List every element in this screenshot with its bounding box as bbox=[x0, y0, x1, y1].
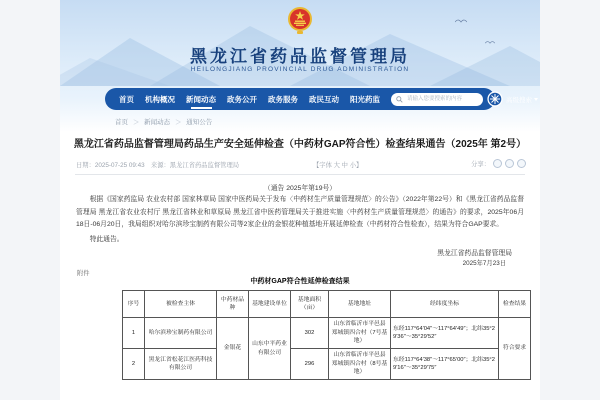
breadcrumb-home[interactable]: 首页 bbox=[115, 119, 128, 126]
article-paragraph: 根据《国家药监局 农业农村部 国家林草局 国家中医药局关于发布〈中药材生产质量管理规范〉的公告》（2022年第22号）和《黑龙江省药品监督管理局 黑龙江省农业农村厅 黑龙江省林业和草原局 黑龙江省中医药管理局关于推进实施〈中药材生产质量管理规范〉的通告》的要求，2025年06月18日-06月20日，我局组织对哈尔滨珍宝制药有限公司等2家企业的金银花种植基地开展延伸检查（中药材符合性检查），结果为符合GAP要求。 bbox=[76, 196, 524, 228]
article-title: 黑龙江省药品监督管理局药品生产安全延伸检查（中药材GAP符合性）检查结果通告（2025年 第2号） bbox=[73, 139, 527, 150]
nav-item-sunshine[interactable]: 阳光药监 bbox=[350, 94, 380, 104]
col-header-result: 检查结果 bbox=[499, 291, 531, 318]
nav-item-gov-affairs[interactable]: 政务公开 bbox=[227, 94, 257, 104]
col-header-subject: 被检查主体 bbox=[145, 291, 217, 318]
share-weibo-icon[interactable] bbox=[505, 159, 514, 168]
cell-address: 山东省临沂市平邑县郑城镇四合村（8号基地） bbox=[329, 349, 391, 380]
site-title-en: HEILONGJIANG PROVINCIAL DRUG ADMINISTRATION bbox=[190, 66, 410, 73]
col-header-address: 基地地址 bbox=[329, 291, 391, 318]
signature-authority: 黑龙江省药品监督管理局 bbox=[437, 250, 512, 257]
cell-subject: 哈尔滨珍宝制药有限公司 bbox=[145, 318, 217, 349]
table-title: 中药材GAP符合性延伸检查结果 bbox=[250, 278, 350, 285]
national-emblem-icon bbox=[287, 6, 313, 36]
date-value: 2025-07-25 09:43 bbox=[94, 162, 145, 169]
cell-area: 302 bbox=[291, 318, 329, 349]
article-paragraph-closing: 特此通告。 bbox=[89, 236, 124, 243]
col-header-area: 基地面积（亩） bbox=[291, 291, 329, 318]
source-value: 黑龙江省药品监督管理局 bbox=[169, 162, 240, 169]
breadcrumb-separator: ＞ bbox=[132, 119, 140, 126]
source-label: 来源： bbox=[144, 162, 170, 169]
col-header-coordinates: 经纬度坐标 bbox=[391, 291, 499, 318]
site-title: 黑龙江省药品监督管理局 bbox=[190, 47, 410, 66]
advanced-search-button[interactable] bbox=[506, 95, 538, 104]
advanced-search-label: 高级搜索 bbox=[506, 96, 532, 104]
cell-coordinates: 东经117°64′04″～117°64′49″；北纬35°29′36″～35°29′52″ bbox=[391, 318, 499, 349]
share-controls bbox=[471, 159, 526, 168]
site-container bbox=[60, 0, 540, 400]
cell-address: 山东省临沂市平邑县郑城镇四合村（7号基地） bbox=[329, 318, 391, 349]
site-banner bbox=[60, 0, 540, 132]
col-header-variety: 中药材品种 bbox=[217, 291, 249, 318]
inspection-results-table bbox=[122, 290, 531, 380]
breadcrumb-notices[interactable]: 通知公告 bbox=[186, 119, 213, 126]
table-row bbox=[123, 349, 531, 380]
cell-area: 296 bbox=[291, 349, 329, 380]
col-header-builder: 基地建设单位 bbox=[249, 291, 291, 318]
nav-item-news[interactable]: 新闻动态 bbox=[186, 94, 216, 104]
nav-badge-icon[interactable] bbox=[487, 91, 503, 107]
article-meta bbox=[60, 158, 540, 172]
breadcrumb-news[interactable]: 新闻动态 bbox=[144, 119, 171, 126]
nav-item-about[interactable]: 机构概况 bbox=[145, 94, 175, 104]
cell-index: 2 bbox=[123, 349, 145, 380]
share-wechat-icon[interactable] bbox=[493, 159, 502, 168]
article-meta-left bbox=[76, 160, 239, 169]
nav-item-home[interactable]: 首页 bbox=[119, 94, 134, 104]
table-row bbox=[123, 318, 531, 349]
date-label: 日期： bbox=[76, 162, 95, 169]
main-navigation bbox=[105, 88, 532, 110]
document-number: （通告 2025年第19号） bbox=[263, 185, 337, 192]
search-icon bbox=[396, 96, 403, 103]
cell-index: 1 bbox=[123, 318, 145, 349]
cell-variety: 金银花 bbox=[217, 318, 249, 380]
breadcrumb-separator: ＞ bbox=[174, 119, 182, 126]
nav-item-services[interactable]: 政务服务 bbox=[268, 94, 298, 104]
signature-date: 2025年7月23日 bbox=[462, 260, 506, 267]
font-size-control[interactable]: 【字体 大 中 小】 bbox=[313, 162, 363, 169]
cell-coordinates: 东经117°64′38″～117°65′00″；北纬35°29′16″～35°29′75″ bbox=[391, 349, 499, 380]
cell-builder: 山东中平药业有限公司 bbox=[249, 318, 291, 380]
chevron-down-icon bbox=[534, 98, 538, 101]
divider bbox=[75, 174, 525, 175]
table-header-row bbox=[123, 291, 531, 318]
cell-subject: 黑龙江省松花江医药科技有限公司 bbox=[145, 349, 217, 380]
share-qq-icon[interactable] bbox=[517, 159, 526, 168]
col-header-index: 序号 bbox=[123, 291, 145, 318]
cell-result: 符合要求 bbox=[499, 318, 531, 380]
bird-icon bbox=[455, 18, 467, 23]
search-box bbox=[391, 93, 483, 106]
share-label: 分享： bbox=[471, 161, 490, 168]
nav-item-interaction[interactable]: 政民互动 bbox=[309, 94, 339, 104]
search-input[interactable] bbox=[405, 95, 480, 103]
breadcrumb bbox=[115, 117, 212, 126]
attachment-label[interactable]: 附件 bbox=[77, 270, 90, 277]
